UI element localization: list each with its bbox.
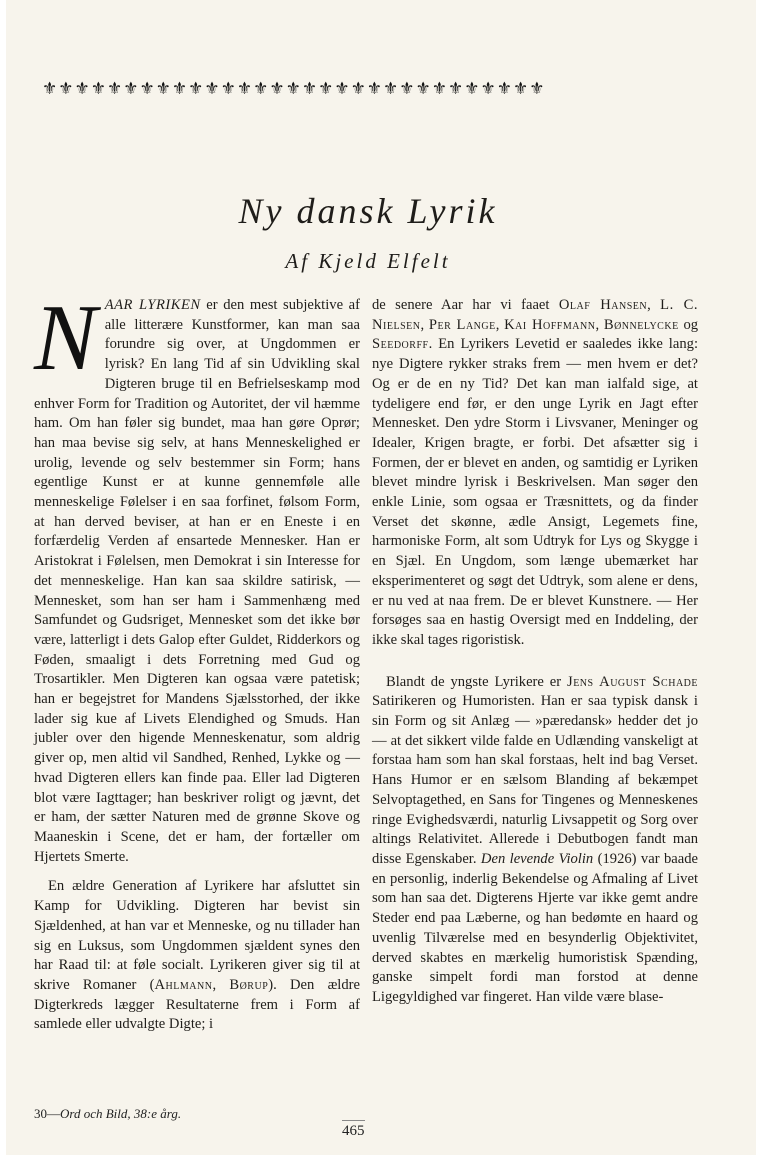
author-name: Kai Hoffmann <box>504 316 596 333</box>
paragraph-text: ). Den ældre Digterkreds lægger Resultaterne frem i Form af samlede eller udvalgte Digte; i <box>34 976 360 1033</box>
paragraph <box>34 286 360 867</box>
separator: , <box>647 297 661 313</box>
author-name: L. C. Nielsen <box>372 297 699 333</box>
separator: og <box>678 316 699 333</box>
paragraph <box>372 673 698 1008</box>
author-name: Olaf Hansen <box>558 297 648 313</box>
page-number: 465 <box>342 1120 365 1140</box>
ornamental-border: ⚜⚜⚜⚜⚜⚜⚜⚜⚜⚜⚜⚜⚜⚜⚜⚜⚜⚜⚜⚜⚜⚜⚜⚜⚜⚜⚜⚜⚜⚜⚜ <box>42 79 546 99</box>
author-name: Bønnelycke <box>603 316 679 333</box>
author-name: Seedorff <box>372 336 429 353</box>
author-name: Jens August Schade <box>567 673 698 690</box>
drop-cap: N <box>34 286 97 390</box>
paragraph <box>372 296 698 651</box>
author-name: Børup <box>229 976 269 993</box>
right-column <box>372 296 698 1008</box>
paragraph <box>34 877 360 1035</box>
book-title: Den levende Violin <box>480 850 594 867</box>
paragraph-text: er den mest subjektive af alle litterære Kunstformer, kan man saa forundre sig over, at Ungdommen er lyrisk? En lang Tid af sin Udvikling skal Digteren bruge til en Befrielseskamp mod enhver Form for Tradition og Autoritet, der vil hæmme ham. Om han føler sig bundet, maa han gøre Oprør; han maa bevise sig selv, at hans Menneskelighed er urolig, levende og selv bestemmer sin Form; hans egentlige Kunst er at kunne gennemføle alle menneskelige Følelser i en saa forfinet, følsom Form, at han derved beviser, at han er en Eneste i en forfærdelig Verden af ensartede Mennesker. Han er Aristokrat i Følelsen, men Demokrat i sin Interesse for det menneskelige. Han kan saa skildre satirisk, — Mennesket, som han ser ham i Sammenhæng med Samfundet og Gudsriget, Mennesket som det ikke bør være, latterligt i dets Galop efter Guldet, Ridderkors og Føden, smaaligt i dets Forretning med Gud og Trosartikler. Men Digteren kan ogsaa være patetisk; han er begejstret for Mandens Sjælsstorhed, der ikke lader sig kue af Livets Elendighed og Smuds. Han jubler over den higende Menneskenatur, som aldrig giver op, men altid vil Sandhed, Renhed, Lykke og — hvad Digteren ellers kan finde paa. Eller lad Digteren blot være Iagttager; han beskriver roligt og jævnt, det er ham, der sætter Naturen med de grønne Skove og Maaneskin i Scene, det er ham, der fortæller om Hjertets Smerte. <box>34 297 360 865</box>
separator: , <box>212 976 230 993</box>
signature-mark: 30— <box>34 1106 60 1121</box>
paragraph-text: (1926) var baade en personlig, inderlig Bekendelse og Afmaling af Livet som han saa det. Digterens Hjerte var ikke gemt andre Steder end paa Læberne, og han bedømte en haard og uvenlig Tilværelse med en besynderlig Objektivitet, derved skabtes en mærkelig humoristisk Spænding, ganske simpelt fordi man forstod at denne Ligegyldighed var fingeret. Han vilde være blase- <box>372 850 698 1005</box>
paragraph-text: de senere Aar har vi faaet <box>372 297 559 313</box>
left-column <box>34 286 360 1035</box>
separator: , <box>420 316 429 333</box>
paragraph-text: Blandt de yngste Lyrikere er <box>386 673 568 690</box>
footer-signature <box>34 1106 181 1122</box>
paragraph-text: En ældre Generation af Lyrikere har afsluttet sin Kamp for Udvikling. Digteren har bevist sin Sjældenhed, at han var et Menneske, og nu tillader han sig en Luksus, som Ungdommen sjældent synes den har Raad til: at føle socialt. Lyrikeren giver sig til at skrive Romaner ( <box>34 878 360 993</box>
article-byline: Af Kjeld Elfelt <box>285 249 451 273</box>
separator: , <box>595 316 604 333</box>
article-title: Ny dansk Lyrik <box>238 191 498 231</box>
author-name: Per Lange <box>428 316 496 333</box>
book-page <box>6 0 756 1155</box>
journal-reference: Ord och Bild, 38:e årg. <box>60 1106 182 1121</box>
paragraph-text: . En Lyrikers Levetid er saaledes ikke lang: nye Digtere rykker straks frem — men hvem er det? Og er de en ny Tid? Det kan man ialfald sige, at tydeligere end før, er den unge Lyrik en Jagt efter Mennesket. Den ydre Storm i Livsvaner, Meninger og Idealer, Krigen bragte, er forbi. Det afsætter sig i Formen, der er blevet en anden, og samtidig er Lyriken blevet mindre lyrisk i Beskrivelsen. Man søger den enkle Linie, som ogsaa er Træsnittets, og da finder Verset det skønne, ædle Ansigt, Legemets fine, harmoniske Form, alt som Udtryk for Lys og Skygge i en Sjæl. En Ungdom, som længe ubemærket har eksperimenteret og søgt det Udtryk, som alene er dens, er nu ved at naa frem. De er blevet Kunstnere. — Her forsøges saa en hastig Oversigt med en Inddeling, der ikke skal tages rigoristisk. <box>372 336 698 648</box>
opening-caps: AAR LYRIKEN <box>104 297 201 313</box>
author-name: Ahlmann <box>154 976 213 993</box>
separator: , <box>495 316 505 333</box>
paragraph-text: Satirikeren og Humoristen. Han er saa typisk dansk i sin Form og sit Anlæg — »pæredansk» hedder det jo — at det sikkert vilde falde en Udlænding vanskeligt at forstaa ham som han skal forstaas, helt ind bag Verset. Hans Humor er en sælsom Blanding af bekæmpet Selvoptagethed, en Sans for Tingenes og Menneskenes ringe Evighedsværdi, naturlig Livsappetit og Sorg over altings Relativitet. Allerede i Debutbogen fandt man disse Egenskaber. <box>372 693 698 867</box>
